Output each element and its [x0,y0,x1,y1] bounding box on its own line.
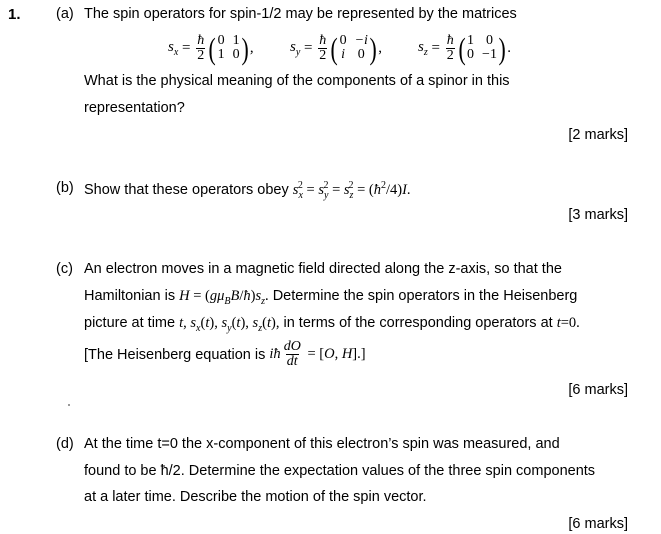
part-b-label: (b) [56,180,74,196]
part-d-marks: [6 marks] [568,516,628,532]
part-d-line2: found to be ħ/2. Determine the expectation values of the three spin components [84,463,596,479]
part-a-marks: [2 marks] [568,127,628,143]
part-d-line1: At the time t=0 the x-component of this electron’s spin was measured, and [84,436,560,452]
part-a-intro: The spin operators for spin-1/2 may be represented by the matrices [84,6,517,22]
part-b-text: Show that these operators obey [84,181,289,198]
part-b-line [84,180,411,201]
scan-dot [68,404,70,406]
question-number: 1. [8,6,21,23]
part-b-marks: [3 marks] [568,207,628,223]
part-c-line1: An electron moves in a magnetic field directed along the z-axis, so that the [84,261,562,277]
sy-equation: $s_y$ = $\frac{ħ}{2}$ ( 0 −i i 0 ) , [290,30,383,66]
part-c-line2: Hamiltonian is $H = (g\mu_BB/ħ)s_z$. Determine the spin operators in the Heisenberg [84,288,578,307]
part-a-question-line2: representation? [84,100,185,116]
spin-matrices-row [0,31,661,65]
part-a-label: (a) [56,6,74,22]
part-d-line3: at a later time. Describe the motion of the spin vector. [84,489,427,505]
sz-equation: $s_z$ = $\frac{ħ}{2}$ ( 1 0 0 −1 ) . [418,30,512,66]
part-b-identity: $s_x^2 = s_y^2 = s_z^2$ = $(ħ^2/4)I$. [292,180,411,201]
part-d-label: (d) [56,436,74,452]
part-c-line3: picture at time t, $s_x(t)$, $s_y(t)$, $s_z(t)$, in terms of the corresponding operators at t=0. [84,315,580,334]
part-c-label: (c) [56,261,73,277]
part-c-marks: [6 marks] [568,382,628,398]
part-c-line4: [The Heisenberg equation is iħ $\frac{dO}{dt}$ = [O, H].] [84,339,366,369]
part-a-question-line1: What is the physical meaning of the components of a spinor in this [84,73,510,89]
sx-equation: $s_x$ = $\frac{ħ}{2}$ ( 0 1 1 0 ) , [168,30,254,66]
